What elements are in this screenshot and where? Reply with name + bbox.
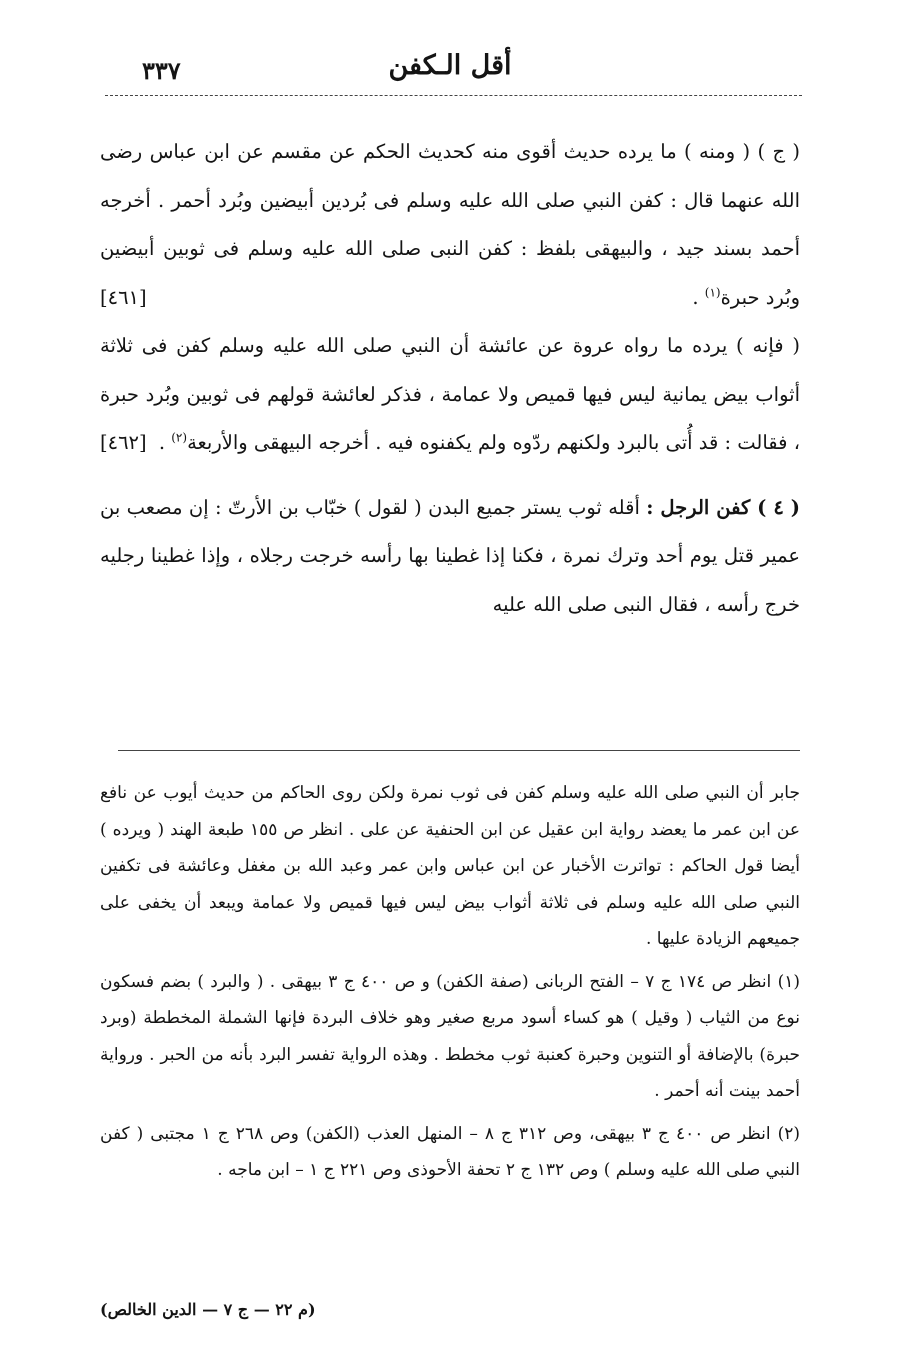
- footnote-1: (١) انظر ص ١٧٤ ج ٧ – الفتح الربانى (صفة الكفن) و ص ٤٠٠ ج ٣ بيهقى . ( والبرد ) بضم فسكون نوع من الثياب ( وقيل ) هو كساء أسود مربع صغير وهو خلاف البردة فإنها الشملة المخططة (وبرد حبرة) بالإضافة أو التنوين وحبرة كعنبة ثوب مخطط . وهذه الرواية تفسر البرد بأنه من الحبر . ورواية أحمد بينت أنه أحمر .: [100, 971, 801, 1101]
- paragraph-1: [100, 128, 800, 322]
- footnote-continuation: جابر أن النبي صلى الله عليه وسلم كفن فى ثوب نمرة ولكن روى الحاكم من حديث أيوب عن نافع عن ابن عمر ما يعضد رواية ابن عقيل عن ابن الحنفية عن على . انظر ص ١٥٥ طبعة الهند ( ويرده ) أيضا قول الحاكم : تواترت الأخبار عن ابن عباس وابن عمر وعبد الله بن مغفل وعائشة فى تكفين النبي صلى الله عليه وسلم فى ثلاثة أثواب بيض ليس فيها قميص ولا عمامة ويبعد أن يخفى على جميعهم الزيادة عليها .: [100, 783, 800, 949]
- footnote-marker-1: (١): [704, 285, 721, 299]
- header-divider: [105, 95, 802, 96]
- footnotes: [100, 775, 800, 1189]
- page-header: [100, 50, 800, 90]
- running-title: أقل الـكفن: [388, 50, 512, 81]
- hadith-number-461: [٤٦١]: [100, 285, 147, 309]
- signature-line: (م ٢٢ — ج ٧ — الدين الخالص): [100, 1300, 316, 1319]
- hadith-number-462: [٤٦٢]: [100, 431, 147, 454]
- paragraph-2: [100, 322, 800, 468]
- footnote-marker-2: (٢): [171, 430, 188, 445]
- paragraph-1-text: ( ج ) ( ومنه ) ما يرده حديث أقوى منه كحديث الحكم عن مقسم عن ابن عباس رضى الله عنهما قال : كفن النبي صلى الله عليه وسلم فى بُردين أبيضين وبُرد أحمر . أخرجه أحمد بسند جيد ، والبيهقى بلفظ : كفن النبى صلى الله عليه وسلم فى ثوبين أبيضين وبُرد حبرة: [100, 140, 800, 309]
- page-number: ٣٣٧: [142, 56, 181, 85]
- paragraph-2-text: ( فإنه ) يرده ما رواه عروة عن عائشة أن النبي صلى الله عليه وسلم كفن فى ثلاثة أثواب بيض يمانية ليس فيها قميص ولا عمامة ، فذكر لعائشة قولهم فى ثوبين وبُرد حبرة ، فقالت : قد أُتى بالبرد ولكنهم ردّوه ولم يكفنوه فيه . أخرجه البيهقى والأربعة: [100, 334, 800, 454]
- section-heading: ( ٤ ) كفن الرجل :: [646, 495, 800, 519]
- paragraph-2-end: .: [158, 431, 172, 454]
- paragraph-3: [100, 484, 800, 630]
- footnote-divider: [118, 750, 800, 751]
- main-text: [100, 128, 800, 629]
- paragraph-1-end: .: [692, 285, 705, 309]
- paragraph-3-text: أقله ثوب يستر جميع البدن ( لقول ) خبّاب بن الأرتّ : إن مصعب بن عمير قتل يوم أحد وترك نمرة ، فكنا إذا غطينا بها رأسه خرجت رجلاه ، وإذا غطينا رجليه خرج رأسه ، فقال النبى صلى الله عليه: [100, 495, 800, 616]
- footnote-2: (٢) انظر ص ٤٠٠ ج ٣ بيهقى، وص ٣١٢ ج ٨ – المنهل العذب (الكفن) وص ٢٦٨ ج ١ مجتبى ( كفن النبي صلى الله عليه وسلم ) وص ١٣٢ ج ٢ تحفة الأحوذى وص ٢٢١ ج ١ – ابن ماجه .: [100, 1123, 801, 1180]
